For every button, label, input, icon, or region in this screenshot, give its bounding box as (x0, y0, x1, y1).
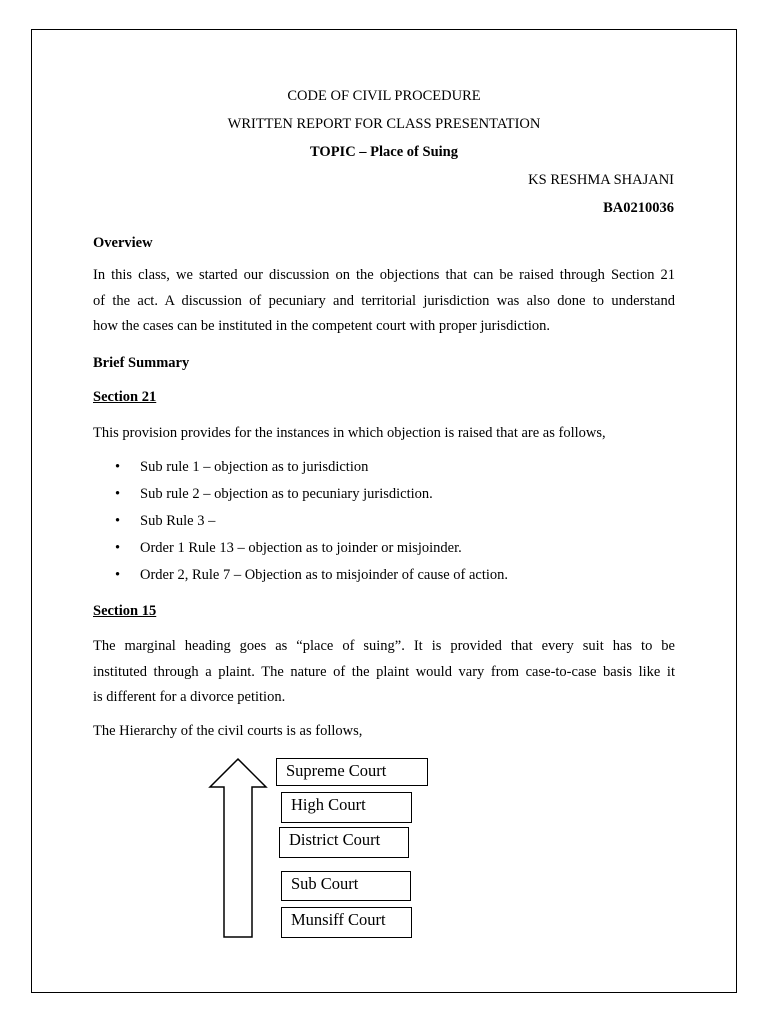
bullet-icon: • (115, 513, 121, 529)
section15-line: instituted through a plaint. The nature of the plaint would vary from case-to-case basis like it (93, 663, 675, 680)
list-item-text: Sub Rule 3 – (140, 513, 216, 529)
roll-number: BA0210036 (603, 200, 674, 216)
author-name: KS RESHMA SHAJANI (528, 172, 674, 188)
court-sub: Sub Court (281, 871, 411, 901)
list-item (115, 457, 508, 484)
court-high: High Court (281, 792, 412, 823)
list-item-text: Order 2, Rule 7 – Objection as to misjoinder of cause of action. (140, 567, 509, 583)
topic-title: TOPIC – Place of Suing (310, 144, 458, 160)
bullet-icon: • (115, 486, 121, 502)
section15-line: is different for a divorce petition. (93, 689, 286, 705)
list-item (115, 511, 508, 538)
list-item-text: Sub rule 2 – objection as to pecuniary jurisdiction. (140, 486, 433, 502)
overview-line: of the act. A discussion of pecuniary and territorial jurisdiction was also done to understand (93, 292, 675, 309)
bullet-icon: • (115, 567, 121, 583)
overview-line: how the cases can be instituted in the competent court with proper jurisdiction. (93, 318, 551, 334)
section15-line: The marginal heading goes as “place of suing”. It is provided that every suit has to be (93, 638, 675, 654)
section15-paragraph (93, 634, 675, 711)
list-item-text: Order 1 Rule 13 – objection as to joinder or misjoinder. (140, 540, 462, 556)
list-item-text: Sub rule 1 – objection as to jurisdiction (140, 459, 369, 475)
report-type: WRITTEN REPORT FOR CLASS PRESENTATION (227, 116, 541, 132)
overview-line: In this class, we started our discussion on the objections that can be raised through Section 21 (93, 267, 675, 283)
section21-intro: This provision provides for the instances in which objection is raised that are as follows, (93, 425, 606, 441)
court-district: District Court (279, 827, 409, 858)
overview-paragraph (93, 263, 675, 340)
objection-list (115, 457, 508, 592)
hierarchy-up-arrow-icon (208, 757, 270, 941)
list-item (115, 565, 508, 592)
court-munsiff: Munsiff Court (281, 907, 412, 938)
list-item (115, 538, 508, 565)
list-item (115, 484, 508, 511)
section15-heading: Section 15 (93, 603, 157, 619)
bullet-icon: • (115, 540, 121, 556)
summary-heading: Brief Summary (93, 355, 190, 371)
section21-heading: Section 21 (93, 389, 157, 405)
course-title: CODE OF CIVIL PROCEDURE (287, 88, 481, 104)
bullet-icon: • (115, 459, 121, 475)
overview-heading: Overview (93, 235, 153, 251)
hierarchy-intro: The Hierarchy of the civil courts is as follows, (93, 723, 363, 739)
court-supreme: Supreme Court (276, 758, 428, 786)
